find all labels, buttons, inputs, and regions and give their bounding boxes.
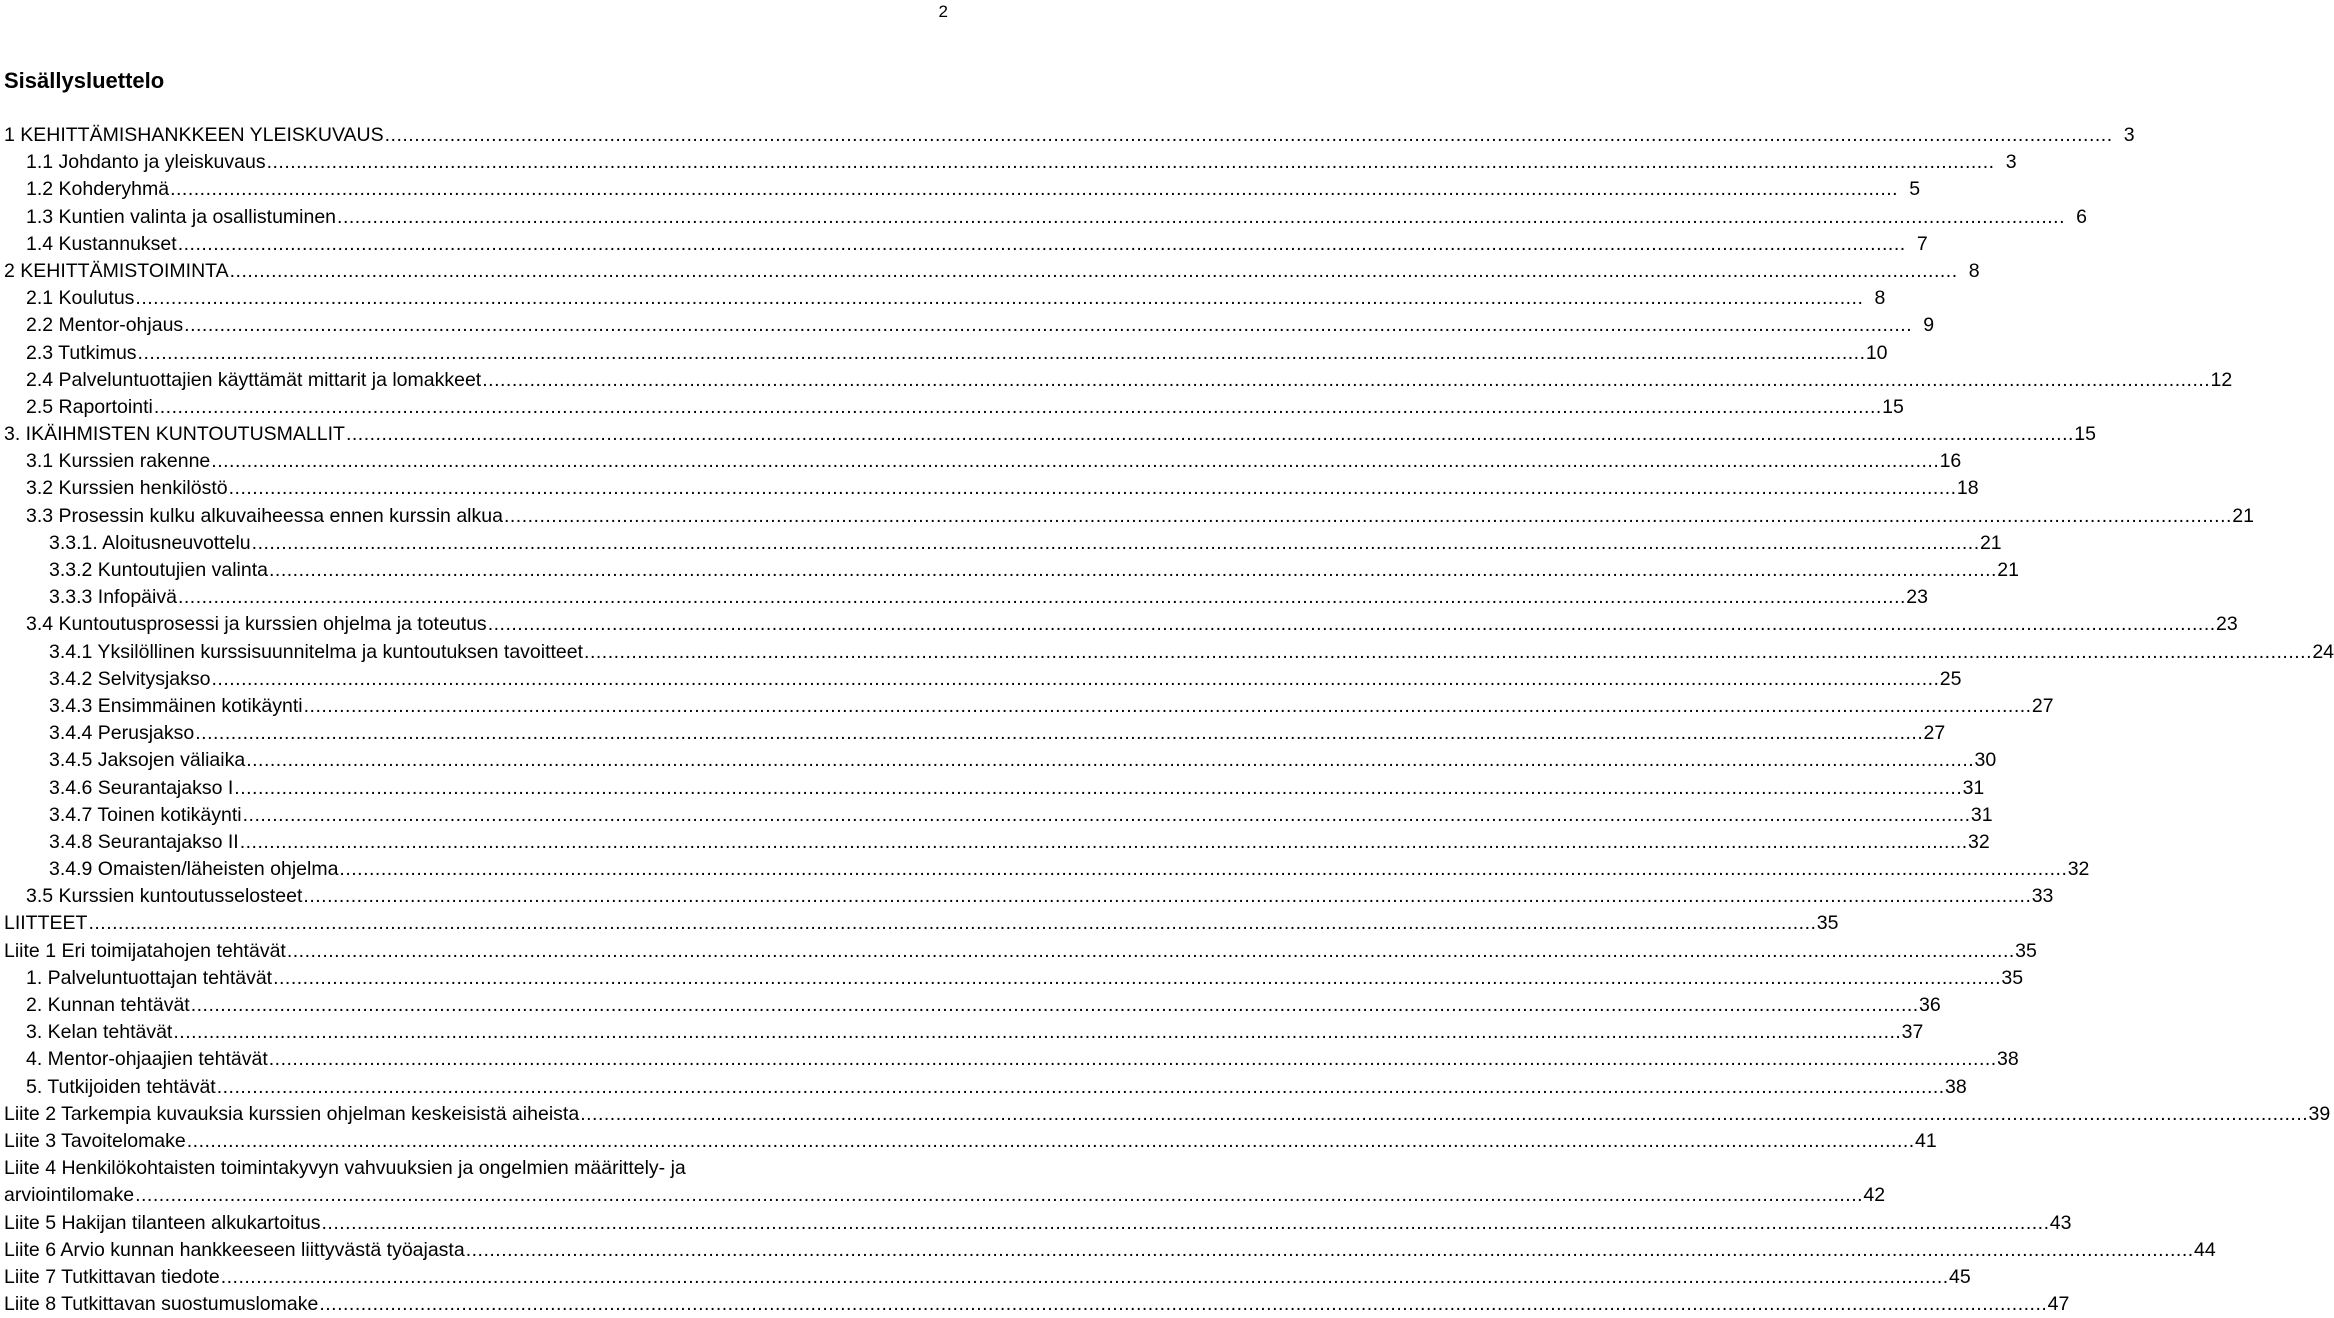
toc-entry-page: 30 [1974,749,1997,772]
toc-entry-page: 18 [1956,477,1979,500]
toc-leader-dots [246,747,1974,774]
toc-entry-page: 41 [1915,1129,1937,1152]
toc-entry-page: 42 [1863,1184,1886,1207]
toc-leader-dots [138,340,1866,367]
toc-leader-dots [195,720,1923,747]
toc-entry-page: 16 [1939,450,1962,473]
toc-entry-page: 23 [2215,613,2238,636]
toc-entry-title: 3.2 Kurssien henkilöstö [26,475,229,502]
toc-entry-title: 1. Palveluntuottajan tehtävät [26,965,273,992]
toc-entry-page: 33 [2031,885,2054,908]
toc-entry[interactable] [0,530,2002,557]
toc-entry[interactable] [0,503,2254,530]
toc-entry[interactable] [0,775,1985,802]
toc-leader-dots [154,394,1882,421]
toc-entry-page: 27 [1923,722,1946,745]
toc-entry-title: 4. Mentor-ohjaajien tehtävät [26,1046,269,1073]
toc-entry-page: 9 [1923,314,1935,337]
toc-entry-title: arviointilomake [4,1182,135,1209]
toc-leader-dots [234,775,1962,802]
toc-leader-dots [269,1046,1997,1073]
toc-entry[interactable] [0,1101,2331,1128]
toc-entry[interactable] [0,557,2019,584]
toc-entry-title: 3.5 Kurssien kuntoutusselosteet [26,883,303,910]
toc-leader-dots [135,1182,1863,1209]
toc-entry-title: LIITTEET [4,910,88,937]
toc-leader-dots [584,639,2312,666]
toc-leader-dots [287,938,2015,965]
toc-entry[interactable] [0,720,1946,747]
toc-entry-page: 3 [2005,151,2017,174]
toc-entry[interactable] [0,639,2334,666]
toc-leader-dots [504,503,2232,530]
toc-entry-page: 45 [1949,1265,1971,1288]
toc-entry[interactable] [0,992,1941,1019]
toc-leader-dots [178,584,1906,611]
toc-entry[interactable] [0,1182,1886,1209]
toc-leader-dots [173,1019,1901,1046]
toc-entry-title: 3.4 Kuntoutusprosessi ja kurssien ohjelma ja toteutus [26,611,488,638]
toc-leader-dots [273,965,2001,992]
toc-entry-page: 35 [1816,912,1839,935]
toc-entry[interactable] [0,149,2017,176]
toc-entry[interactable] [0,176,1921,203]
toc-entry-title: 1.1 Johdanto ja yleiskuvaus [26,149,267,176]
toc-entry[interactable] [0,312,1935,339]
toc-entry-title: 3. Kelan tehtävät [26,1019,173,1046]
toc-entry[interactable] [0,965,2024,992]
toc-entry[interactable] [0,1291,2070,1318]
page-number: 2 [938,2,948,21]
toc-entry-page: 8 [1874,287,1886,310]
toc-leader-dots [482,367,2210,394]
toc-entry[interactable] [0,340,1888,367]
toc-leader-dots [212,666,1940,693]
toc-entry-page: 35 [2015,939,2037,962]
toc-entry-title: 2.1 Koulutus [26,285,135,312]
toc-entry-title: 2 KEHITTÄMISTOIMINTA [4,258,230,285]
toc-entry-page: 32 [2067,858,2090,881]
toc-leader-dots [267,149,1995,176]
toc-entry-title: Liite 8 Tutkittavan suostumuslomake [4,1291,319,1318]
toc-entry[interactable] [0,367,2233,394]
toc-leader-dots [243,802,1971,829]
toc-leader-dots [346,421,2074,448]
toc-entry-page: 21 [2232,504,2254,527]
toc-leader-dots [269,557,1997,584]
toc-entry[interactable] [0,122,2135,149]
toc-entry-page: 8 [1968,259,1980,282]
toc-entry-page: 12 [2210,368,2233,391]
toc-entry-title: Liite 4 Henkilökohtaisten toimintakyvyn vahvuuksien ja ongelmien määrittely- ja [4,1155,687,1182]
toc-entry-title: 2.2 Mentor-ohjaus [26,312,184,339]
toc-leader-dots [184,312,1912,339]
toc-entry[interactable] [0,693,2054,720]
toc-entry-title: Liite 5 Hakijan tilanteen alkukartoitus [4,1210,322,1237]
toc-entry[interactable] [0,1237,2216,1264]
toc-leader-dots [466,1237,2194,1264]
toc-leader-dots [580,1101,2308,1128]
toc-entry[interactable] [0,584,1928,611]
toc-entry[interactable] [0,747,1997,774]
toc-entry-page: 43 [2049,1211,2072,1234]
toc-leader-dots [187,1128,1915,1155]
toc-leader-dots [135,285,1863,312]
toc-title: Sisällysluettelo [4,68,165,93]
toc-entry-page: 24 [2312,640,2334,663]
toc-entry-title: 2.5 Raportointi [26,394,154,421]
toc-leader-dots [88,910,1816,937]
toc-entry[interactable] [0,1264,1971,1291]
toc-entry[interactable] [0,910,1839,937]
toc-leader-dots [322,1210,2050,1237]
toc-leader-dots [170,176,1898,203]
toc-entry-title: 3.4.3 Ensimmäinen kotikäynti [49,693,304,720]
toc-entry-page: 6 [2076,205,2088,228]
toc-entry[interactable] [0,1046,2019,1073]
toc-entry[interactable] [0,1128,1937,1155]
toc-entry-title: 3.4.2 Selvitysjakso [49,666,212,693]
toc-entry-title: 2. Kunnan tehtävät [26,992,191,1019]
toc-entry-title: 3.4.4 Perusjakso [49,720,195,747]
toc-entry-page: 21 [1979,531,2002,554]
toc-entry[interactable] [0,394,1904,421]
toc-entry-title: 3.4.9 Omaisten/läheisten ohjelma [49,856,339,883]
toc-entry-title: 3.4.8 Seurantajakso II [49,829,240,856]
toc-entry-title: 3.3.2 Kuntoutujien valinta [49,557,269,584]
toc-entry[interactable] [0,1155,962,1182]
toc-leader-dots [385,122,2113,149]
toc-entry-title: Liite 3 Tavoitelomake [4,1128,187,1155]
toc-entry-page: 38 [1945,1075,1967,1098]
toc-entry-title: 3.1 Kurssien rakenne [26,448,211,475]
toc-entry-title: 3.3 Prosessin kulku alkuvaiheessa ennen kurssin alkua [26,503,504,530]
toc-entry-page: 27 [2031,694,2054,717]
toc-entry-title: Liite 7 Tutkittavan tiedote [4,1264,221,1291]
toc-entry-page: 5 [1909,178,1921,201]
toc-leader-dots [240,829,1968,856]
toc-entry[interactable] [0,1019,1924,1046]
toc-leader-dots [229,475,1957,502]
toc-entry-title: 3.3.3 Infopäivä [49,584,178,611]
toc-entry-title: 3.3.1. Aloitusneuvottelu [49,530,252,557]
toc-entry-title: 3.4.6 Seurantajakso I [49,775,234,802]
toc-entry-title: 1.3 Kuntien valinta ja osallistuminen [26,204,337,231]
toc-list [0,122,2334,1318]
toc-entry-title: 1.2 Kohderyhmä [26,176,170,203]
toc-entry[interactable] [0,856,2090,883]
toc-leader-dots [230,258,1958,285]
toc-entry-page: 44 [2193,1238,2216,1261]
toc-leader-dots [191,992,1919,1019]
toc-leader-dots [319,1291,2047,1318]
toc-entry-title: 2.3 Tutkimus [26,340,138,367]
toc-leader-dots [304,693,2032,720]
toc-leader-dots [303,883,2031,910]
toc-entry-title: 1 KEHITTÄMISHANKKEEN YLEISKUVAUS [4,122,385,149]
toc-leader-dots [221,1264,1949,1291]
toc-entry-page: 15 [2074,423,2096,446]
toc-entry-page: 47 [2047,1293,2070,1316]
toc-entry-title: Liite 2 Tarkempia kuvauksia kurssien ohjelman keskeisistä aiheista [4,1101,580,1128]
toc-entry-title: 3.4.1 Yksilöllinen kurssisuunnitelma ja kuntoutuksen tavoitteet [49,639,584,666]
toc-entry-page: 10 [1865,341,1888,364]
toc-leader-dots [178,231,1906,258]
toc-entry[interactable] [0,611,2238,638]
toc-entry-page: 39 [2308,1102,2331,1125]
toc-leader-dots [339,856,2067,883]
toc-leader-dots [252,530,1980,557]
toc-entry[interactable] [0,204,2088,231]
toc-entry[interactable] [0,1210,2072,1237]
toc-entry-page: 38 [1997,1048,2019,1071]
toc-entry[interactable] [0,1074,1967,1101]
toc-entry-title: 1.4 Kustannukset [26,231,178,258]
toc-entry-page: 35 [2001,966,2024,989]
toc-entry-title: 3. IKÄIHMISTEN KUNTOUTUSMALLIT [4,421,346,448]
toc-entry-page: 3 [2123,124,2135,146]
toc-entry-title: 3.4.5 Jaksojen väliaika [49,747,246,774]
toc-entry[interactable] [0,802,1993,829]
toc-entry[interactable] [0,938,2037,965]
toc-entry-page: 31 [1970,803,1993,826]
toc-entry-page: 7 [1916,232,1928,255]
toc-entry[interactable] [0,475,1979,502]
toc-entry-title: Liite 6 Arvio kunnan hankkeeseen liittyvästä työajasta [4,1237,466,1264]
toc-entry-page: 36 [1919,994,1941,1016]
toc-entry-title: 3.4.7 Toinen kotikäynti [49,802,243,829]
toc-entry[interactable] [0,231,1928,258]
toc-entry-page: 23 [1906,586,1928,609]
toc-entry-title: 5. Tutkijoiden tehtävät [26,1074,217,1101]
toc-entry[interactable] [0,829,1990,856]
toc-entry[interactable] [0,883,2054,910]
toc-entry[interactable] [0,448,1962,475]
toc-entry-title: Liite 1 Eri toimijatahojen tehtävät [4,938,287,965]
toc-leader-dots [337,204,2065,231]
toc-leader-dots [217,1074,1945,1101]
toc-entry[interactable] [0,421,2096,448]
toc-entry[interactable] [0,666,1962,693]
toc-entry-title: 2.4 Palveluntuottajien käyttämät mittarit ja lomakkeet [26,367,482,394]
toc-entry-page: 25 [1939,667,1962,690]
toc-entry-page: 15 [1882,395,1904,418]
toc-entry-page: 31 [1962,776,1985,799]
toc-entry[interactable] [0,285,1886,312]
toc-entry-page: 21 [1997,559,2019,581]
toc-entry-page: 32 [1968,830,1990,853]
toc-leader-dots [211,448,1939,475]
toc-entry-page: 37 [1901,1021,1924,1044]
toc-leader-dots [488,611,2216,638]
toc-entry[interactable] [0,258,1980,285]
